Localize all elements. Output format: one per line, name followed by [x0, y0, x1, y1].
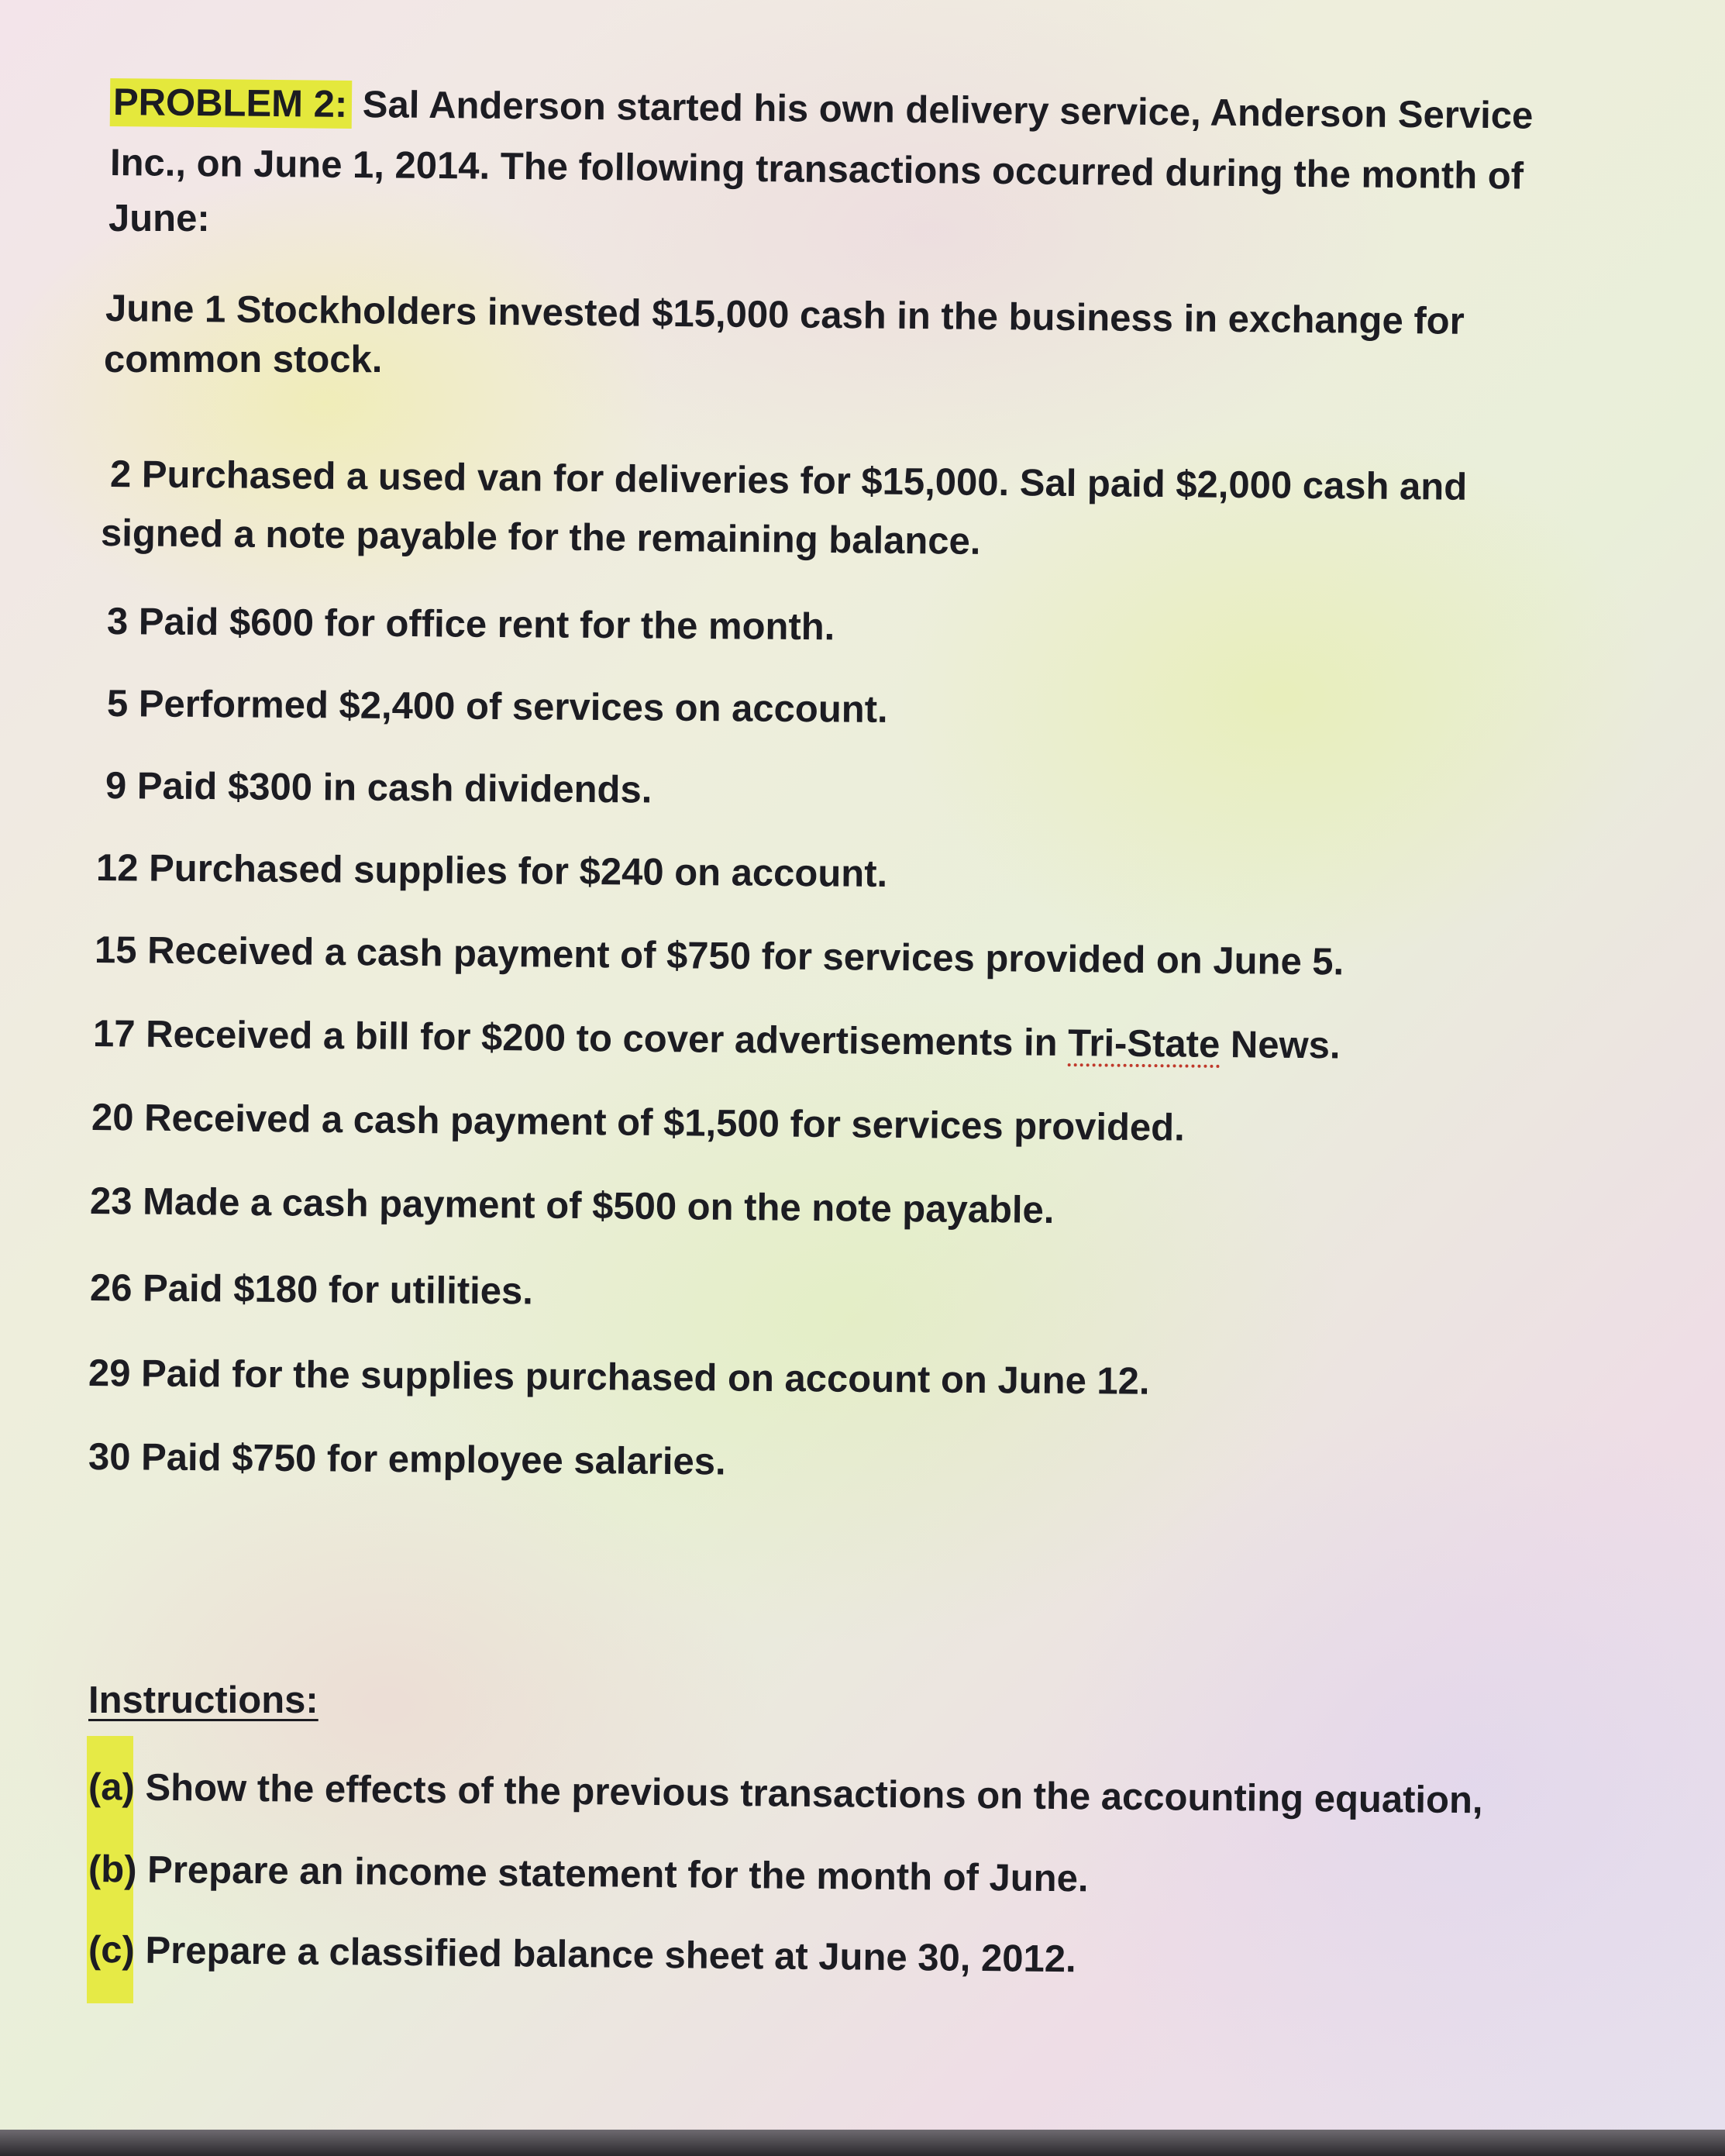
problem-label: PROBLEM 2: — [110, 78, 353, 129]
instruction-a-text: Show the effects of the previous transactions on the accounting equation, — [145, 1766, 1483, 1822]
transaction-june-29: 29 Paid for the supplies purchased on account on June 12. — [88, 1352, 1150, 1403]
problem-line-1 — [112, 81, 1534, 137]
screen-bezel-edge — [0, 2130, 1725, 2156]
instructions-heading: Instructions: — [88, 1679, 318, 1721]
transaction-june-30: 30 Paid $750 for employee salaries. — [88, 1436, 726, 1483]
instruction-b — [88, 1848, 1089, 1900]
transaction-june-1-line-1: June 1 Stockholders invested $15,000 cash in the business in exchange for — [105, 288, 1465, 343]
transaction-june-26: 26 Paid $180 for utilities. — [89, 1267, 534, 1313]
problem-intro-text-2: Inc., on June 1, 2014. The following transactions occurred during the month of — [109, 142, 1524, 198]
transaction-june-2-line-1: 2 Purchased a used van for deliveries for $15,000. Sal paid $2,000 cash and — [109, 453, 1468, 508]
spellcheck-flagged-word: Tri-State — [1067, 1022, 1221, 1066]
transaction-june-12: 12 Purchased supplies for $240 on account. — [95, 847, 888, 896]
transaction-june-3: 3 Paid $600 for office rent for the month. — [106, 601, 835, 649]
transaction-june-9: 9 Paid $300 in cash dividends. — [105, 765, 652, 811]
transaction-june-15: 15 Received a cash payment of $750 for services provided on June 5. — [94, 929, 1345, 983]
problem-intro-text-1: Sal Anderson started his own delivery service, Anderson Service — [362, 84, 1534, 137]
instruction-c-label: (c) — [88, 1929, 136, 1972]
transaction-june-17: 17 Received a bill for $200 to cover advertisements in Tri-State News. — [92, 1013, 1341, 1067]
transaction-june-20: 20 Received a cash payment of $1,500 for services provided. — [91, 1097, 1186, 1149]
problem-intro-text-3: June: — [108, 198, 210, 239]
transaction-june-23: 23 Made a cash payment of $500 on the note payable. — [89, 1180, 1055, 1231]
transaction-june-5: 5 Performed $2,400 of services on account. — [106, 683, 888, 731]
problem-line-2 — [110, 144, 1524, 196]
instruction-b-label: (b) — [88, 1848, 137, 1891]
transaction-june-2-line-2: signed a note payable for the remaining balance. — [100, 512, 981, 563]
instruction-c — [88, 1931, 1076, 1979]
transaction-june-1-line-2: common stock. — [104, 339, 383, 381]
problem-line-3 — [108, 200, 210, 238]
instruction-b-text: Prepare an income statement for the month of June. — [146, 1848, 1089, 1900]
instruction-c-text: Prepare a classified balance sheet at June 30, 2012. — [145, 1929, 1076, 1981]
instruction-a — [88, 1766, 1483, 1822]
instruction-a-label: (a) — [88, 1766, 136, 1809]
